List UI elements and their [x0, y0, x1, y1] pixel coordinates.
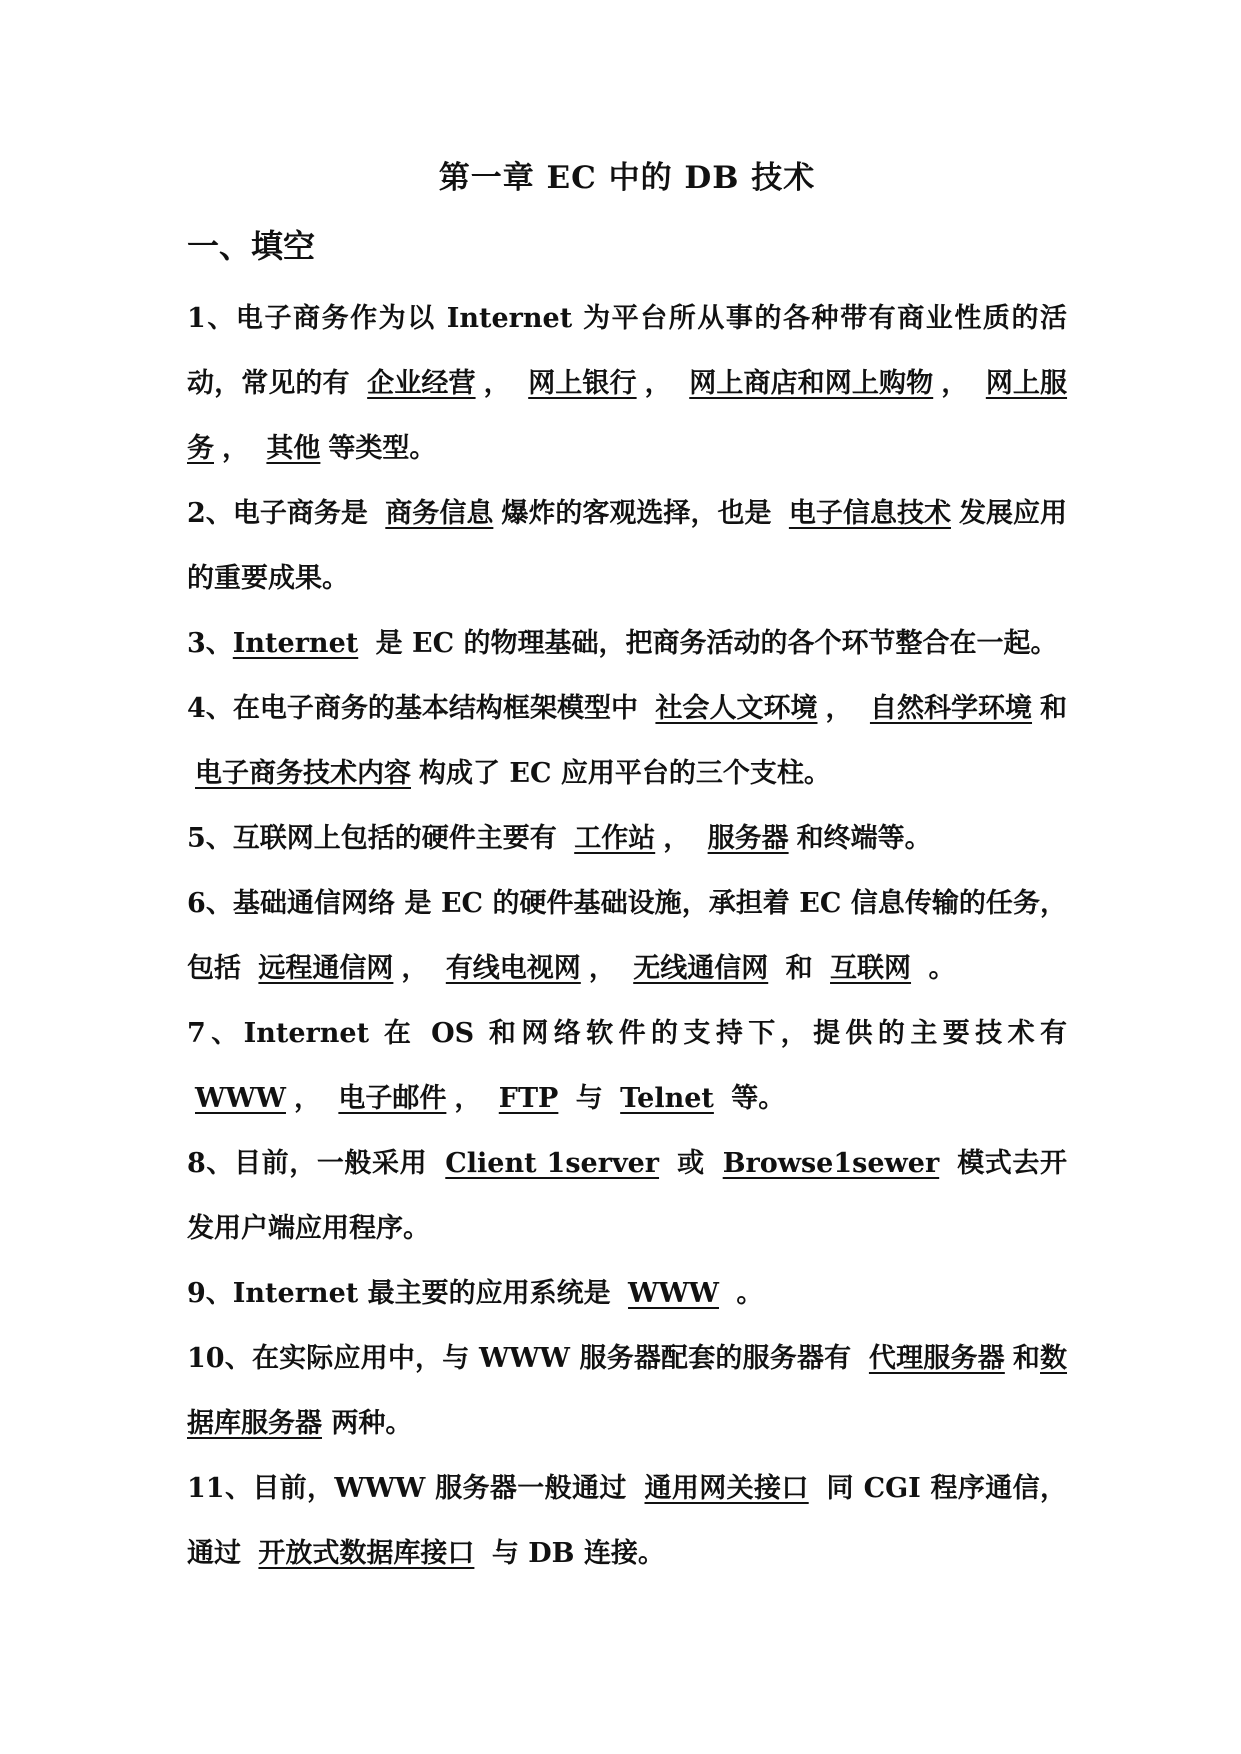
item-text: ，	[401, 953, 429, 984]
answer-blank: 社会人文环境	[655, 693, 818, 724]
item-number: 9、	[187, 1278, 233, 1309]
answer-blank: 数据库服务器	[187, 1343, 1068, 1439]
item-text: 。	[736, 1278, 764, 1309]
item-number: 2、	[187, 498, 233, 529]
list-item	[187, 286, 1067, 481]
answer-blank: 电子邮件	[338, 1083, 447, 1114]
item-text: 互联网上包括的硬件主要有	[232, 823, 557, 854]
answer-blank: Internet	[232, 628, 359, 659]
item-number: 10、	[187, 1343, 252, 1374]
item-text: 在实际应用中，与 WWW 服务器配套的服务器有	[251, 1343, 852, 1374]
list-item	[187, 1456, 1067, 1586]
answer-blank: 商务信息	[385, 498, 494, 529]
item-number: 5、	[187, 823, 233, 854]
answer-blank: 有线电视网	[445, 953, 581, 984]
list-item	[187, 806, 1067, 871]
item-text: ，	[483, 368, 511, 399]
answer-blank: 电子信息技术	[788, 498, 951, 529]
item-text: 电子商务作为以 Internet 为平台所从事的各种带有商业性质的活动，常见的有	[187, 303, 1067, 399]
list-item	[187, 1261, 1067, 1326]
list-item	[187, 676, 1067, 806]
item-text: 目前，WWW 服务器一般通过	[252, 1473, 627, 1504]
item-text: ，	[941, 368, 969, 399]
list-item	[187, 611, 1067, 676]
item-text: ，	[222, 433, 249, 464]
item-text: 与	[575, 1083, 603, 1114]
answer-blank: Telnet	[620, 1083, 714, 1114]
answer-blank: 企业经营	[367, 368, 476, 399]
item-number: 6、	[187, 888, 233, 919]
list-item	[187, 1131, 1067, 1261]
list-item	[187, 871, 1067, 1001]
item-number: 11、	[187, 1473, 253, 1504]
item-number: 4、	[187, 693, 233, 724]
list-item	[187, 1001, 1067, 1131]
answer-blank: 远程通信网	[258, 953, 394, 984]
answer-blank: 其他	[266, 433, 321, 464]
item-number: 8、	[187, 1148, 234, 1179]
answer-blank: 工作站	[574, 823, 656, 854]
item-text: 等类型。	[328, 433, 437, 464]
list-item	[187, 1326, 1067, 1456]
item-text: 同 CGI 程序通信，通过	[187, 1473, 1068, 1569]
answer-blank: 通用网关接口	[644, 1473, 809, 1504]
item-text: ，	[825, 693, 853, 724]
chapter-title: 第一章 EC 中的 DB 技术	[438, 160, 816, 196]
item-text: Internet 最主要的应用系统是	[232, 1278, 611, 1309]
fill-in-list	[187, 286, 1067, 1586]
answer-blank: FTP	[498, 1083, 559, 1114]
item-text: 构成了 EC 应用平台的三个支柱。	[419, 758, 831, 789]
item-text: 和	[785, 953, 813, 984]
item-text: 发展应用的重要成果。	[187, 498, 1068, 594]
item-text: 两种。	[331, 1408, 413, 1439]
item-number: 7、	[187, 1018, 244, 1049]
item-text: 爆炸的客观选择，也是	[501, 498, 772, 529]
item-number: 3、	[187, 628, 233, 659]
answer-blank: 无线通信网	[633, 953, 769, 984]
item-text: 和	[1012, 1343, 1041, 1374]
answer-blank: 自然科学环境	[869, 693, 1033, 724]
item-text: 模式去开发用户端应用程序。	[187, 1148, 1068, 1244]
answer-blank: 电子商务技术内容	[195, 758, 411, 789]
answer-blank: 服务器	[707, 823, 789, 854]
item-text: 和终端等。	[796, 823, 932, 854]
section-heading: 一、填空	[187, 227, 316, 265]
item-text: 。	[928, 953, 956, 984]
item-text: 等。	[731, 1083, 786, 1114]
item-text: Internet 在 OS 和网络软件的支持下，提供的主要技术有	[243, 1018, 1067, 1049]
answer-blank: 网上银行	[528, 368, 637, 399]
answer-blank: 开放式数据库接口	[258, 1538, 475, 1569]
item-text: 目前，一般采用	[234, 1148, 428, 1179]
answer-blank: WWW	[628, 1278, 719, 1309]
answer-blank: 网上商店和网上购物	[689, 368, 934, 399]
answer-blank: Client 1server	[445, 1148, 660, 1179]
item-text: ，	[644, 368, 672, 399]
answer-blank: WWW	[195, 1083, 286, 1114]
item-number: 1、	[187, 303, 236, 334]
item-text: 是 EC 的物理基础，把商务活动的各个环节整合在一起。	[375, 628, 1058, 659]
answer-blank: Browse1sewer	[722, 1148, 940, 1179]
item-text: 在电子商务的基本结构框架模型中	[232, 693, 638, 724]
item-text: ，	[588, 953, 616, 984]
item-text: 或	[677, 1148, 705, 1179]
item-text: 与 DB 连接。	[491, 1538, 665, 1569]
item-text: 和	[1040, 693, 1068, 724]
answer-blank: 代理服务器	[868, 1343, 1005, 1374]
answer-blank: 互联网	[830, 953, 912, 984]
item-text: ，	[293, 1083, 321, 1114]
item-text: 电子商务是	[232, 498, 368, 529]
answer-blank: 网上服务	[187, 368, 1068, 464]
item-text: ，	[663, 823, 691, 854]
item-text: 基础通信网络 是 EC 的硬件基础设施，承担着 EC 信息传输的任务，包括	[187, 888, 1067, 984]
item-text: ，	[454, 1083, 482, 1114]
list-item	[187, 481, 1067, 611]
